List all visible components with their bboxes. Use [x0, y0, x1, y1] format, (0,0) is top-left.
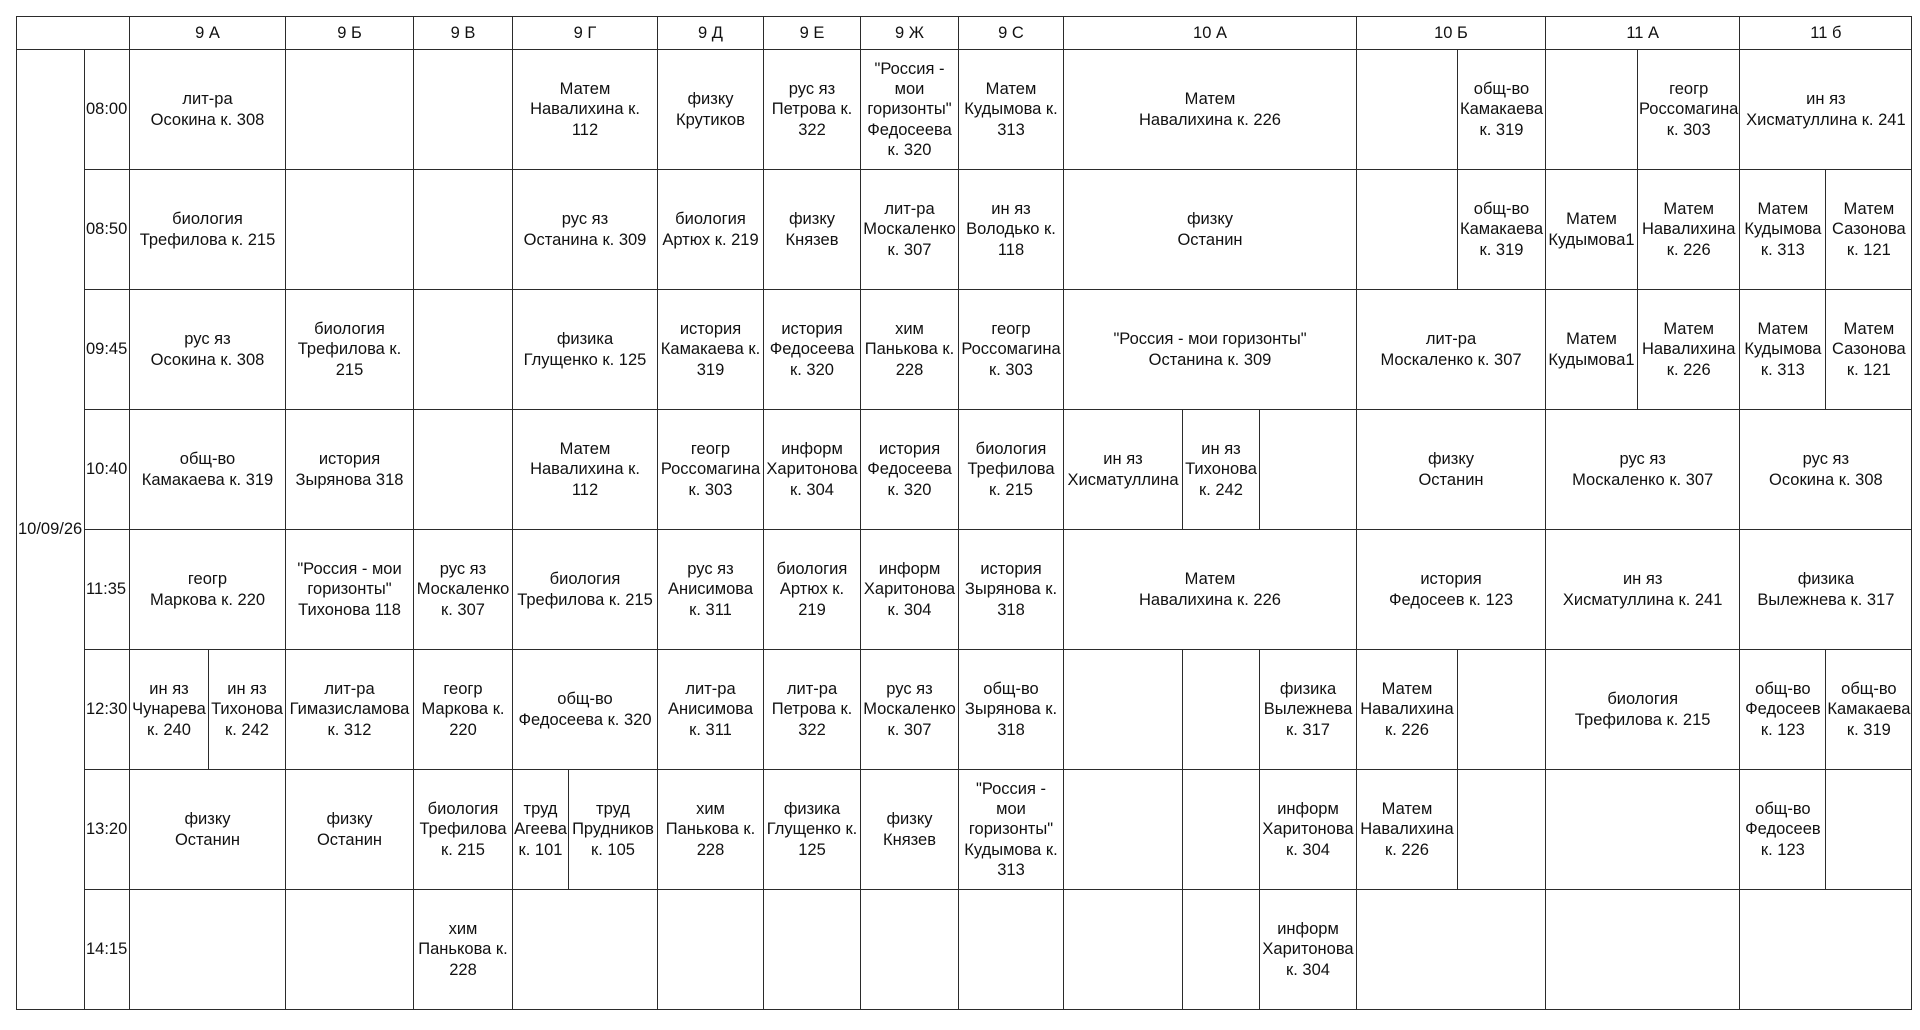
lesson-text: биология Трефилова к. 215 — [1574, 690, 1711, 729]
lesson-cell — [286, 530, 414, 650]
class-header: 9 Б — [286, 17, 414, 50]
lesson-cell — [861, 410, 959, 530]
time-slot-row — [17, 50, 1912, 170]
time-cell: 08:50 — [85, 170, 130, 290]
lesson-cell — [1183, 410, 1260, 530]
lesson-text: физика Глущенко к. 125 — [523, 330, 647, 369]
class-header: 10 Б — [1357, 17, 1546, 50]
lesson-cell — [1357, 530, 1546, 650]
lesson-cell — [1740, 770, 1826, 890]
lesson-text: ин яз Хисматуллина к. 241 — [1746, 90, 1906, 129]
lesson-text: физку Останин — [1418, 450, 1484, 489]
lesson-cell — [1740, 530, 1912, 650]
lesson-text: Матем Кудымова1 — [1548, 210, 1635, 249]
lesson-text: Матем Навалихина к. 226 — [1139, 90, 1281, 129]
time-cell: 13:20 — [85, 770, 130, 890]
lesson-cell — [1064, 650, 1183, 770]
lesson-text: общ-во Камакаева к. 319 — [1460, 80, 1543, 139]
lesson-cell — [1458, 770, 1546, 890]
lesson-text: общ-во Федосеев к. 123 — [1745, 800, 1821, 859]
lesson-cell — [1546, 650, 1740, 770]
lesson-text: общ-во Федосеев к. 123 — [1745, 680, 1821, 739]
lesson-cell — [1740, 650, 1826, 770]
lesson-text: история Камакаева к. 319 — [660, 320, 761, 379]
lesson-cell — [130, 410, 286, 530]
lesson-cell — [1183, 770, 1260, 890]
lesson-cell — [1260, 410, 1357, 530]
lesson-text: рус яз Москаленко к. 307 — [863, 680, 956, 739]
lesson-cell — [959, 50, 1064, 170]
lesson-cell — [959, 410, 1064, 530]
lesson-cell — [1357, 50, 1458, 170]
corner-cell — [17, 17, 130, 50]
lesson-cell — [1546, 530, 1740, 650]
lesson-cell — [513, 170, 658, 290]
lesson-text: рус яз Анисимова к. 311 — [667, 560, 754, 619]
lesson-text: физика Вылежнева к. 317 — [1263, 680, 1353, 739]
time-slot-row — [17, 530, 1912, 650]
lesson-cell — [414, 890, 513, 1010]
lesson-cell — [130, 290, 286, 410]
lesson-cell — [1064, 410, 1183, 530]
lesson-text: биология Трефилова к. 215 — [419, 800, 507, 859]
lesson-text: геогр Маркова к. 220 — [149, 570, 266, 609]
lesson-text: Матем Кудымова к. 313 — [1744, 320, 1822, 379]
lesson-text: хим Панькова к. 228 — [665, 800, 756, 859]
lesson-text: ин яз Тихонова к. 242 — [1185, 440, 1257, 499]
lesson-text: ин яз Хисматуллина — [1067, 450, 1179, 489]
lesson-cell — [414, 650, 513, 770]
lesson-cell — [513, 650, 658, 770]
lesson-cell — [959, 770, 1064, 890]
lesson-cell — [861, 50, 959, 170]
lesson-text: "Россия - мои горизонты" Федосеева к. 320 — [867, 60, 952, 159]
lesson-cell — [764, 890, 861, 1010]
lesson-cell — [861, 290, 959, 410]
lesson-text: биология Трефилова к. 215 — [139, 210, 276, 249]
lesson-cell — [1740, 890, 1912, 1010]
lesson-cell — [658, 770, 764, 890]
lesson-text: общ-во Зырянова к. 318 — [964, 680, 1058, 739]
lesson-cell — [1546, 410, 1740, 530]
class-header: 9 Ж — [861, 17, 959, 50]
lesson-cell — [513, 890, 658, 1010]
lesson-text: информ Харитонова к. 304 — [1262, 920, 1354, 979]
schedule-table — [16, 16, 1912, 1010]
lesson-text: Матем Навалихина к. 226 — [1139, 570, 1281, 609]
lesson-cell — [1458, 650, 1546, 770]
lesson-cell — [1260, 770, 1357, 890]
class-header: 11 б — [1740, 17, 1912, 50]
lesson-text: лит-ра Гимазисламова к. 312 — [289, 680, 410, 739]
lesson-cell — [764, 50, 861, 170]
class-header-row — [17, 17, 1912, 50]
time-cell: 10:40 — [85, 410, 130, 530]
lesson-text: биология Трефилова к. 215 — [517, 570, 653, 609]
lesson-cell — [569, 770, 658, 890]
time-slot-row — [17, 290, 1912, 410]
lesson-cell — [130, 530, 286, 650]
lesson-text: биология Артюх к. 219 — [662, 210, 759, 249]
lesson-text: ин яз Володько к. 118 — [966, 200, 1056, 259]
lesson-cell — [1357, 770, 1458, 890]
time-cell: 11:35 — [85, 530, 130, 650]
lesson-text: биология Трефилова к. 215 — [967, 440, 1055, 499]
class-header: 10 А — [1064, 17, 1357, 50]
lesson-cell — [1826, 770, 1912, 890]
lesson-cell — [764, 770, 861, 890]
lesson-cell — [286, 170, 414, 290]
lesson-cell — [861, 530, 959, 650]
class-header: 9 Д — [658, 17, 764, 50]
lesson-text: хим Панькова к. 228 — [864, 320, 955, 379]
lesson-cell — [1357, 650, 1458, 770]
lesson-cell — [1357, 290, 1546, 410]
lesson-text: лит-ра Петрова к. 322 — [771, 680, 853, 739]
lesson-cell — [414, 170, 513, 290]
lesson-text: история Федосеева к. 320 — [769, 320, 855, 379]
lesson-text: история Зырянова к. 318 — [964, 560, 1058, 619]
lesson-cell — [1546, 290, 1638, 410]
lesson-cell — [209, 650, 286, 770]
time-slot-row — [17, 410, 1912, 530]
lesson-cell — [286, 50, 414, 170]
class-header: 9 Г — [513, 17, 658, 50]
lesson-text: история Федосеев к. 123 — [1388, 570, 1514, 609]
time-slot-row — [17, 170, 1912, 290]
lesson-text: информ Харитонова к. 304 — [766, 440, 858, 499]
lesson-cell — [513, 290, 658, 410]
lesson-text: геогр Россомагина к. 303 — [961, 320, 1061, 379]
lesson-text: история Федосеева к. 320 — [867, 440, 952, 499]
lesson-text: хим Панькова к. 228 — [418, 920, 508, 979]
lesson-cell — [1064, 530, 1357, 650]
lesson-cell — [861, 770, 959, 890]
lesson-text: Матем Кудымова1 — [1548, 330, 1635, 369]
lesson-cell — [1064, 290, 1357, 410]
lesson-text: ин яз Чунарева к. 240 — [132, 680, 206, 739]
lesson-cell — [130, 890, 286, 1010]
lesson-cell — [1546, 770, 1740, 890]
lesson-cell — [658, 170, 764, 290]
lesson-cell — [1183, 650, 1260, 770]
lesson-cell — [1458, 170, 1546, 290]
lesson-cell — [1357, 170, 1458, 290]
lesson-cell — [764, 170, 861, 290]
lesson-text: биология Артюх к. 219 — [776, 560, 848, 619]
lesson-cell — [414, 530, 513, 650]
lesson-cell — [1546, 50, 1638, 170]
lesson-cell — [414, 50, 513, 170]
lesson-cell — [1064, 890, 1183, 1010]
lesson-text: геогр Россомагина к. 303 — [1639, 80, 1739, 139]
lesson-cell — [1183, 890, 1260, 1010]
lesson-text: информ Харитонова к. 304 — [1262, 800, 1354, 859]
schedule-body — [17, 16, 1912, 1010]
lesson-text: Матем Навалихина к. 226 — [1641, 320, 1736, 379]
lesson-text: геогр Маркова к. 220 — [421, 680, 505, 739]
lesson-cell — [130, 170, 286, 290]
lesson-text: общ-во Камакаева к. 319 — [1827, 680, 1911, 739]
lesson-text: Матем Сазонова к. 121 — [1832, 200, 1906, 259]
lesson-text: физку Останин — [316, 810, 383, 849]
lesson-text: рус яз Осокина к. 308 — [1769, 450, 1883, 489]
lesson-cell — [1064, 170, 1357, 290]
lesson-text: Матем Навалихина к. 226 — [1360, 680, 1454, 739]
time-cell: 08:00 — [85, 50, 130, 170]
lesson-cell — [1064, 770, 1183, 890]
lesson-text: общ-во Федосеева к. 320 — [518, 690, 652, 729]
lesson-cell — [861, 890, 959, 1010]
lesson-cell — [1740, 410, 1912, 530]
time-slot-row — [17, 770, 1912, 890]
lesson-text: информ Харитонова к. 304 — [863, 560, 956, 619]
class-header: 11 А — [1546, 17, 1740, 50]
lesson-cell — [1638, 50, 1740, 170]
lesson-cell — [130, 770, 286, 890]
lesson-text: рус яз Останина к. 309 — [523, 210, 647, 249]
class-header: 9 В — [414, 17, 513, 50]
lesson-cell — [1357, 890, 1546, 1010]
class-header: 9 С — [959, 17, 1064, 50]
lesson-text: история Зырянова 318 — [295, 450, 404, 489]
lesson-text: Матем Навалихина к. 112 — [530, 80, 640, 139]
lesson-text: Матем Навалихина к. 112 — [530, 440, 640, 499]
lesson-cell — [861, 650, 959, 770]
date-cell: 10/09/26 — [17, 50, 85, 1010]
lesson-text: Матем Кудымова к. 313 — [1744, 200, 1822, 259]
lesson-cell — [1260, 650, 1357, 770]
lesson-cell — [658, 410, 764, 530]
lesson-cell — [513, 770, 569, 890]
lesson-cell — [658, 50, 764, 170]
lesson-cell — [959, 290, 1064, 410]
lesson-text: рус яз Москаленко к. 307 — [416, 560, 510, 619]
lesson-cell — [861, 170, 959, 290]
lesson-cell — [1546, 170, 1638, 290]
lesson-cell — [764, 530, 861, 650]
lesson-text: физку Крутиков — [676, 90, 745, 129]
lesson-cell — [513, 530, 658, 650]
lesson-cell — [414, 410, 513, 530]
lesson-cell — [764, 290, 861, 410]
lesson-cell — [1740, 50, 1912, 170]
time-cell: 12:30 — [85, 650, 130, 770]
lesson-text: Матем Сазонова к. 121 — [1832, 320, 1906, 379]
lesson-cell — [764, 410, 861, 530]
lesson-cell — [959, 890, 1064, 1010]
lesson-text: рус яз Петрова к. 322 — [771, 80, 853, 139]
lesson-cell — [1740, 290, 1826, 410]
lesson-cell — [513, 50, 658, 170]
lesson-text: физку Останин — [1177, 210, 1243, 249]
lesson-cell — [658, 530, 764, 650]
lesson-cell — [1546, 890, 1740, 1010]
lesson-text: Матем Навалихина к. 226 — [1641, 200, 1736, 259]
lesson-text: физика Глущенко к. 125 — [766, 800, 858, 859]
lesson-text: рус яз Москаленко к. 307 — [1572, 450, 1714, 489]
lesson-cell — [130, 650, 209, 770]
lesson-text: общ-во Камакаева к. 319 — [141, 450, 274, 489]
lesson-cell — [286, 290, 414, 410]
lesson-text: лит-ра Москаленко к. 307 — [863, 200, 956, 259]
lesson-cell — [1826, 290, 1912, 410]
lesson-text: "Россия - мои горизонты" Тихонова 118 — [297, 560, 402, 619]
time-slot-row — [17, 890, 1912, 1010]
class-header: 9 Е — [764, 17, 861, 50]
lesson-cell — [286, 890, 414, 1010]
lesson-text: рус яз Осокина к. 308 — [150, 330, 265, 369]
lesson-text: труд Агеева к. 101 — [514, 800, 567, 859]
lesson-text: физку Князев — [785, 210, 839, 249]
lesson-text: физку Князев — [883, 810, 936, 849]
lesson-cell — [286, 650, 414, 770]
lesson-cell — [286, 770, 414, 890]
lesson-cell — [286, 410, 414, 530]
lesson-text: лит-ра Анисимова к. 311 — [667, 680, 754, 739]
lesson-text: физика Вылежнева к. 317 — [1757, 570, 1895, 609]
lesson-cell — [1458, 50, 1546, 170]
lesson-cell — [658, 290, 764, 410]
time-cell: 09:45 — [85, 290, 130, 410]
lesson-text: лит-ра Москаленко к. 307 — [1380, 330, 1522, 369]
class-header: 9 А — [130, 17, 286, 50]
lesson-cell — [414, 770, 513, 890]
lesson-cell — [414, 290, 513, 410]
lesson-cell — [1638, 170, 1740, 290]
lesson-cell — [1826, 170, 1912, 290]
lesson-text: ин яз Тихонова к. 242 — [211, 680, 283, 739]
lesson-text: ин яз Хисматуллина к. 241 — [1562, 570, 1723, 609]
lesson-cell — [658, 890, 764, 1010]
lesson-cell — [1740, 170, 1826, 290]
lesson-cell — [1064, 50, 1357, 170]
lesson-cell — [1357, 410, 1546, 530]
lesson-cell — [1826, 650, 1912, 770]
lesson-text: биология Трефилова к. 215 — [297, 320, 402, 379]
lesson-text: лит-ра Осокина к. 308 — [150, 90, 265, 129]
lesson-cell — [959, 650, 1064, 770]
lesson-cell — [658, 650, 764, 770]
lesson-text: "Россия - мои горизонты" Кудымова к. 313 — [964, 780, 1058, 879]
time-cell: 14:15 — [85, 890, 130, 1010]
lesson-text: "Россия - мои горизонты" Останина к. 309 — [1113, 330, 1307, 369]
lesson-cell — [1260, 890, 1357, 1010]
lesson-cell — [959, 170, 1064, 290]
lesson-text: Матем Навалихина к. 226 — [1360, 800, 1454, 859]
lesson-text: физку Останин — [174, 810, 241, 849]
time-slot-row — [17, 650, 1912, 770]
lesson-cell — [959, 530, 1064, 650]
lesson-text: труд Прудников к. 105 — [572, 800, 654, 859]
lesson-cell — [764, 650, 861, 770]
lesson-cell — [513, 410, 658, 530]
lesson-cell — [130, 50, 286, 170]
lesson-text: Матем Кудымова к. 313 — [964, 80, 1058, 139]
lesson-text: общ-во Камакаева к. 319 — [1460, 200, 1543, 259]
lesson-text: геогр Россомагина к. 303 — [660, 440, 761, 499]
lesson-cell — [1638, 290, 1740, 410]
